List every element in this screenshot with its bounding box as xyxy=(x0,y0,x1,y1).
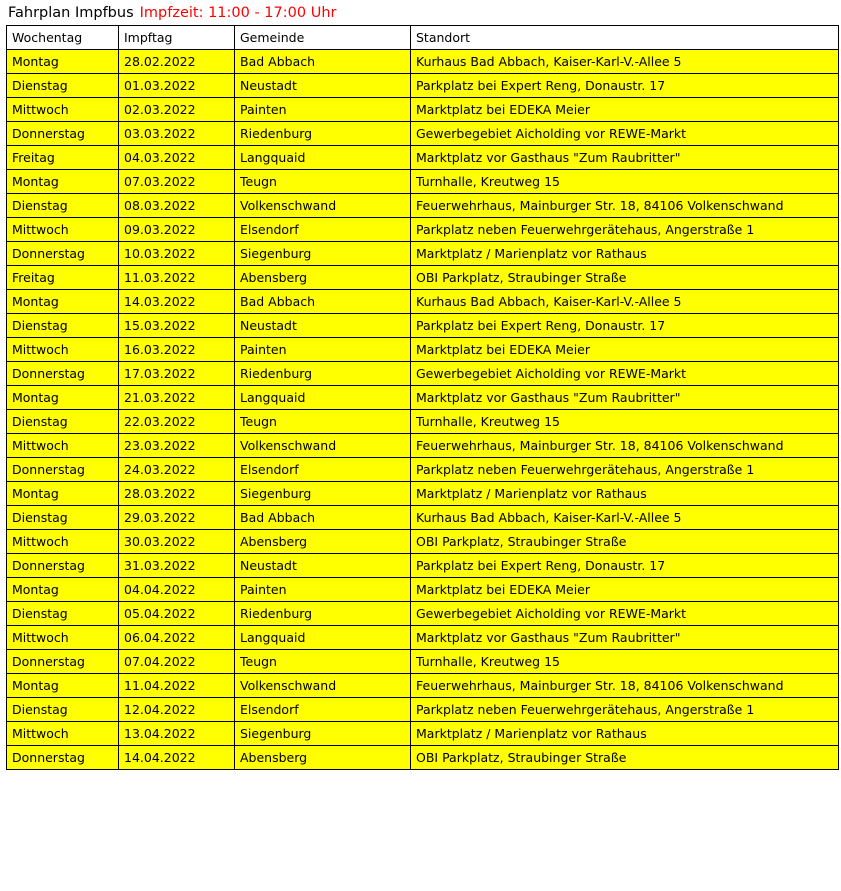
table-row xyxy=(7,122,839,146)
cell-date: 28.02.2022 xyxy=(119,50,235,74)
table-header xyxy=(7,26,839,50)
cell-date: 17.03.2022 xyxy=(119,362,235,386)
cell-weekday: Montag xyxy=(7,482,119,506)
table-body xyxy=(7,50,839,770)
cell-weekday: Freitag xyxy=(7,266,119,290)
cell-date: 16.03.2022 xyxy=(119,338,235,362)
cell-weekday: Mittwoch xyxy=(7,98,119,122)
cell-municipality: Langquaid xyxy=(235,386,411,410)
cell-municipality: Abensberg xyxy=(235,746,411,770)
schedule-table xyxy=(6,25,839,770)
cell-date: 24.03.2022 xyxy=(119,458,235,482)
cell-municipality: Neustadt xyxy=(235,74,411,98)
cell-location: Marktplatz vor Gasthaus "Zum Raubritter" xyxy=(411,386,839,410)
table-row xyxy=(7,290,839,314)
cell-location: Feuerwehrhaus, Mainburger Str. 18, 84106 Volkenschwand xyxy=(411,674,839,698)
cell-municipality: Bad Abbach xyxy=(235,506,411,530)
table-row xyxy=(7,530,839,554)
cell-location: Marktplatz bei EDEKA Meier xyxy=(411,578,839,602)
table-header-row xyxy=(7,26,839,50)
cell-municipality: Langquaid xyxy=(235,146,411,170)
cell-date: 01.03.2022 xyxy=(119,74,235,98)
table-row xyxy=(7,722,839,746)
cell-location: Gewerbegebiet Aicholding vor REWE-Markt xyxy=(411,602,839,626)
cell-municipality: Abensberg xyxy=(235,266,411,290)
table-row xyxy=(7,578,839,602)
cell-weekday: Montag xyxy=(7,674,119,698)
cell-date: 02.03.2022 xyxy=(119,98,235,122)
cell-location: OBI Parkplatz, Straubinger Straße xyxy=(411,266,839,290)
cell-location: Marktplatz bei EDEKA Meier xyxy=(411,338,839,362)
table-row xyxy=(7,50,839,74)
cell-weekday: Mittwoch xyxy=(7,530,119,554)
cell-weekday: Montag xyxy=(7,170,119,194)
page-title-text: Fahrplan Impfbus xyxy=(8,5,134,21)
cell-municipality: Teugn xyxy=(235,650,411,674)
table-row xyxy=(7,410,839,434)
table-row xyxy=(7,482,839,506)
cell-weekday: Montag xyxy=(7,578,119,602)
cell-date: 11.04.2022 xyxy=(119,674,235,698)
cell-location: Gewerbegebiet Aicholding vor REWE-Markt xyxy=(411,122,839,146)
cell-weekday: Donnerstag xyxy=(7,122,119,146)
cell-municipality: Bad Abbach xyxy=(235,50,411,74)
cell-date: 28.03.2022 xyxy=(119,482,235,506)
cell-date: 13.04.2022 xyxy=(119,722,235,746)
table-row xyxy=(7,98,839,122)
cell-location: Turnhalle, Kreutweg 15 xyxy=(411,170,839,194)
cell-weekday: Dienstag xyxy=(7,194,119,218)
cell-location: Marktplatz / Marienplatz vor Rathaus xyxy=(411,242,839,266)
cell-date: 10.03.2022 xyxy=(119,242,235,266)
cell-date: 11.03.2022 xyxy=(119,266,235,290)
table-row xyxy=(7,146,839,170)
cell-location: Feuerwehrhaus, Mainburger Str. 18, 84106 Volkenschwand xyxy=(411,434,839,458)
cell-location: Gewerbegebiet Aicholding vor REWE-Markt xyxy=(411,362,839,386)
vaccination-hours-text: Impfzeit: 11:00 - 17:00 Uhr xyxy=(139,5,337,21)
table-row xyxy=(7,554,839,578)
table-row xyxy=(7,602,839,626)
cell-location: Parkplatz neben Feuerwehrgerätehaus, Angerstraße 1 xyxy=(411,458,839,482)
cell-location: Turnhalle, Kreutweg 15 xyxy=(411,650,839,674)
table-row xyxy=(7,458,839,482)
cell-weekday: Donnerstag xyxy=(7,242,119,266)
table-row xyxy=(7,650,839,674)
cell-date: 04.04.2022 xyxy=(119,578,235,602)
table-row xyxy=(7,674,839,698)
column-header-location: Standort xyxy=(411,26,839,50)
cell-municipality: Volkenschwand xyxy=(235,194,411,218)
table-row xyxy=(7,338,839,362)
cell-location: Marktplatz vor Gasthaus "Zum Raubritter" xyxy=(411,146,839,170)
cell-date: 23.03.2022 xyxy=(119,434,235,458)
cell-municipality: Siegenburg xyxy=(235,482,411,506)
cell-municipality: Volkenschwand xyxy=(235,434,411,458)
cell-date: 22.03.2022 xyxy=(119,410,235,434)
cell-municipality: Bad Abbach xyxy=(235,290,411,314)
cell-weekday: Dienstag xyxy=(7,602,119,626)
table-row xyxy=(7,314,839,338)
cell-date: 07.04.2022 xyxy=(119,650,235,674)
table-row xyxy=(7,434,839,458)
cell-weekday: Mittwoch xyxy=(7,218,119,242)
column-header-municipality: Gemeinde xyxy=(235,26,411,50)
cell-weekday: Dienstag xyxy=(7,698,119,722)
cell-location: Kurhaus Bad Abbach, Kaiser-Karl-V.-Allee 5 xyxy=(411,50,839,74)
cell-municipality: Painten xyxy=(235,338,411,362)
cell-municipality: Siegenburg xyxy=(235,722,411,746)
table-row xyxy=(7,218,839,242)
cell-location: Turnhalle, Kreutweg 15 xyxy=(411,410,839,434)
cell-date: 14.04.2022 xyxy=(119,746,235,770)
cell-municipality: Painten xyxy=(235,578,411,602)
cell-location: Marktplatz / Marienplatz vor Rathaus xyxy=(411,482,839,506)
cell-location: OBI Parkplatz, Straubinger Straße xyxy=(411,530,839,554)
cell-location: Kurhaus Bad Abbach, Kaiser-Karl-V.-Allee 5 xyxy=(411,506,839,530)
cell-date: 12.04.2022 xyxy=(119,698,235,722)
cell-date: 06.04.2022 xyxy=(119,626,235,650)
cell-municipality: Elsendorf xyxy=(235,698,411,722)
cell-location: Parkplatz bei Expert Reng, Donaustr. 17 xyxy=(411,74,839,98)
cell-location: Feuerwehrhaus, Mainburger Str. 18, 84106 Volkenschwand xyxy=(411,194,839,218)
cell-municipality: Abensberg xyxy=(235,530,411,554)
cell-municipality: Elsendorf xyxy=(235,458,411,482)
table-row xyxy=(7,194,839,218)
cell-date: 30.03.2022 xyxy=(119,530,235,554)
cell-date: 04.03.2022 xyxy=(119,146,235,170)
table-row xyxy=(7,242,839,266)
cell-municipality: Neustadt xyxy=(235,314,411,338)
cell-date: 09.03.2022 xyxy=(119,218,235,242)
table-row xyxy=(7,170,839,194)
cell-weekday: Mittwoch xyxy=(7,626,119,650)
cell-municipality: Riedenburg xyxy=(235,122,411,146)
cell-municipality: Painten xyxy=(235,98,411,122)
cell-date: 14.03.2022 xyxy=(119,290,235,314)
table-row xyxy=(7,362,839,386)
table-row xyxy=(7,74,839,98)
cell-date: 15.03.2022 xyxy=(119,314,235,338)
cell-location: OBI Parkplatz, Straubinger Straße xyxy=(411,746,839,770)
cell-municipality: Teugn xyxy=(235,170,411,194)
cell-weekday: Montag xyxy=(7,50,119,74)
cell-municipality: Elsendorf xyxy=(235,218,411,242)
cell-date: 07.03.2022 xyxy=(119,170,235,194)
page-title xyxy=(8,4,841,22)
table-row xyxy=(7,506,839,530)
cell-weekday: Donnerstag xyxy=(7,458,119,482)
cell-municipality: Langquaid xyxy=(235,626,411,650)
table-row xyxy=(7,386,839,410)
cell-date: 05.04.2022 xyxy=(119,602,235,626)
cell-weekday: Mittwoch xyxy=(7,722,119,746)
cell-location: Parkplatz bei Expert Reng, Donaustr. 17 xyxy=(411,554,839,578)
cell-location: Kurhaus Bad Abbach, Kaiser-Karl-V.-Allee 5 xyxy=(411,290,839,314)
table-row xyxy=(7,626,839,650)
cell-date: 21.03.2022 xyxy=(119,386,235,410)
cell-weekday: Dienstag xyxy=(7,314,119,338)
cell-municipality: Siegenburg xyxy=(235,242,411,266)
cell-date: 03.03.2022 xyxy=(119,122,235,146)
cell-weekday: Dienstag xyxy=(7,410,119,434)
cell-date: 31.03.2022 xyxy=(119,554,235,578)
cell-date: 29.03.2022 xyxy=(119,506,235,530)
cell-weekday: Mittwoch xyxy=(7,338,119,362)
cell-location: Parkplatz neben Feuerwehrgerätehaus, Angerstraße 1 xyxy=(411,698,839,722)
cell-municipality: Riedenburg xyxy=(235,362,411,386)
cell-municipality: Volkenschwand xyxy=(235,674,411,698)
cell-municipality: Neustadt xyxy=(235,554,411,578)
column-header-date: Impftag xyxy=(119,26,235,50)
cell-weekday: Mittwoch xyxy=(7,434,119,458)
cell-location: Marktplatz bei EDEKA Meier xyxy=(411,98,839,122)
cell-location: Parkplatz neben Feuerwehrgerätehaus, Angerstraße 1 xyxy=(411,218,839,242)
table-row xyxy=(7,698,839,722)
cell-weekday: Montag xyxy=(7,290,119,314)
cell-municipality: Riedenburg xyxy=(235,602,411,626)
cell-weekday: Donnerstag xyxy=(7,362,119,386)
table-row xyxy=(7,266,839,290)
table-row xyxy=(7,746,839,770)
cell-weekday: Donnerstag xyxy=(7,746,119,770)
cell-municipality: Teugn xyxy=(235,410,411,434)
cell-weekday: Dienstag xyxy=(7,74,119,98)
cell-weekday: Donnerstag xyxy=(7,650,119,674)
cell-location: Marktplatz / Marienplatz vor Rathaus xyxy=(411,722,839,746)
cell-weekday: Montag xyxy=(7,386,119,410)
cell-location: Parkplatz bei Expert Reng, Donaustr. 17 xyxy=(411,314,839,338)
column-header-weekday: Wochentag xyxy=(7,26,119,50)
cell-weekday: Donnerstag xyxy=(7,554,119,578)
cell-weekday: Freitag xyxy=(7,146,119,170)
cell-location: Marktplatz vor Gasthaus "Zum Raubritter" xyxy=(411,626,839,650)
cell-weekday: Dienstag xyxy=(7,506,119,530)
cell-date: 08.03.2022 xyxy=(119,194,235,218)
